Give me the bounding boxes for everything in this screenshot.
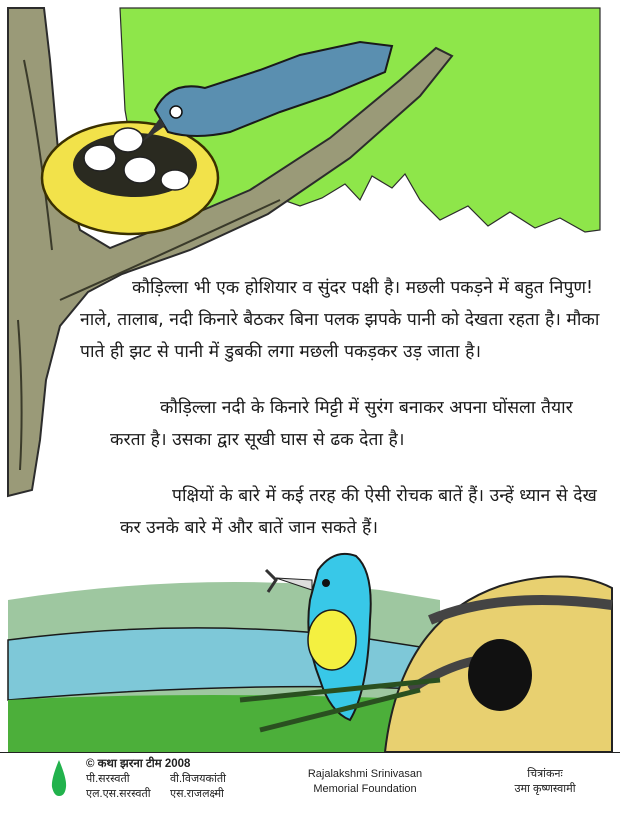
page-footer xyxy=(0,752,620,827)
egg xyxy=(113,128,143,152)
illustration-credit xyxy=(500,767,590,797)
team-member: एल.एस.सरस्वती xyxy=(86,788,151,800)
story-paragraph-3: पक्षियों के बारे में कई तरह की ऐसी रोचक बातें हैं। उन्हें ध्यान से देख कर उनके बारे में और बातें जान सकते हैं। xyxy=(120,486,597,538)
water-drop-icon xyxy=(50,759,68,797)
credits xyxy=(86,757,254,802)
foundation-line: Memorial Foundation xyxy=(313,783,417,795)
team-member: वी.विजयकांती xyxy=(170,773,226,785)
story-paragraph-2: कौड़िल्ला नदी के किनारे मिट्टी में सुरंग बनाकर अपना घोंसला तैयार करता है। उसका द्वार सूखी घास से ढक देता है। xyxy=(110,398,573,450)
egg xyxy=(124,157,156,183)
story-paragraph-1: कौड़िल्ला भी एक होशियार व सुंदर पक्षी है। मछली पकड़ने में बहुत निपुण! नाले, तालाब, नदी किनारे बैठकर बिना पलक झपके पानी को देखता रहता है। मौका पाते ही झट से पानी में डुबकी लगा मछली पकड़कर उड़ जाता है। xyxy=(80,278,600,362)
copyright: © कथा झरना टीम 2008 xyxy=(86,758,191,770)
kingfisher-eye xyxy=(322,579,330,587)
team-row xyxy=(86,787,254,802)
burrow-hole xyxy=(468,639,532,711)
bird-eye xyxy=(170,106,182,118)
team-row xyxy=(86,772,254,787)
egg xyxy=(84,145,116,171)
team-member: एस.राजलक्ष्मी xyxy=(170,788,224,800)
foundation-line: Rajalakshmi Srinivasan xyxy=(307,768,423,780)
foundation-name xyxy=(300,767,430,797)
story-text xyxy=(80,272,600,568)
illustration-label: चित्रांकनः xyxy=(527,768,563,780)
kingfisher-wing xyxy=(308,610,356,670)
illustrator-name: उमा कृष्णस्वामी xyxy=(514,783,576,795)
egg xyxy=(161,170,189,190)
team-member: पी.सरस्वती xyxy=(86,773,130,785)
